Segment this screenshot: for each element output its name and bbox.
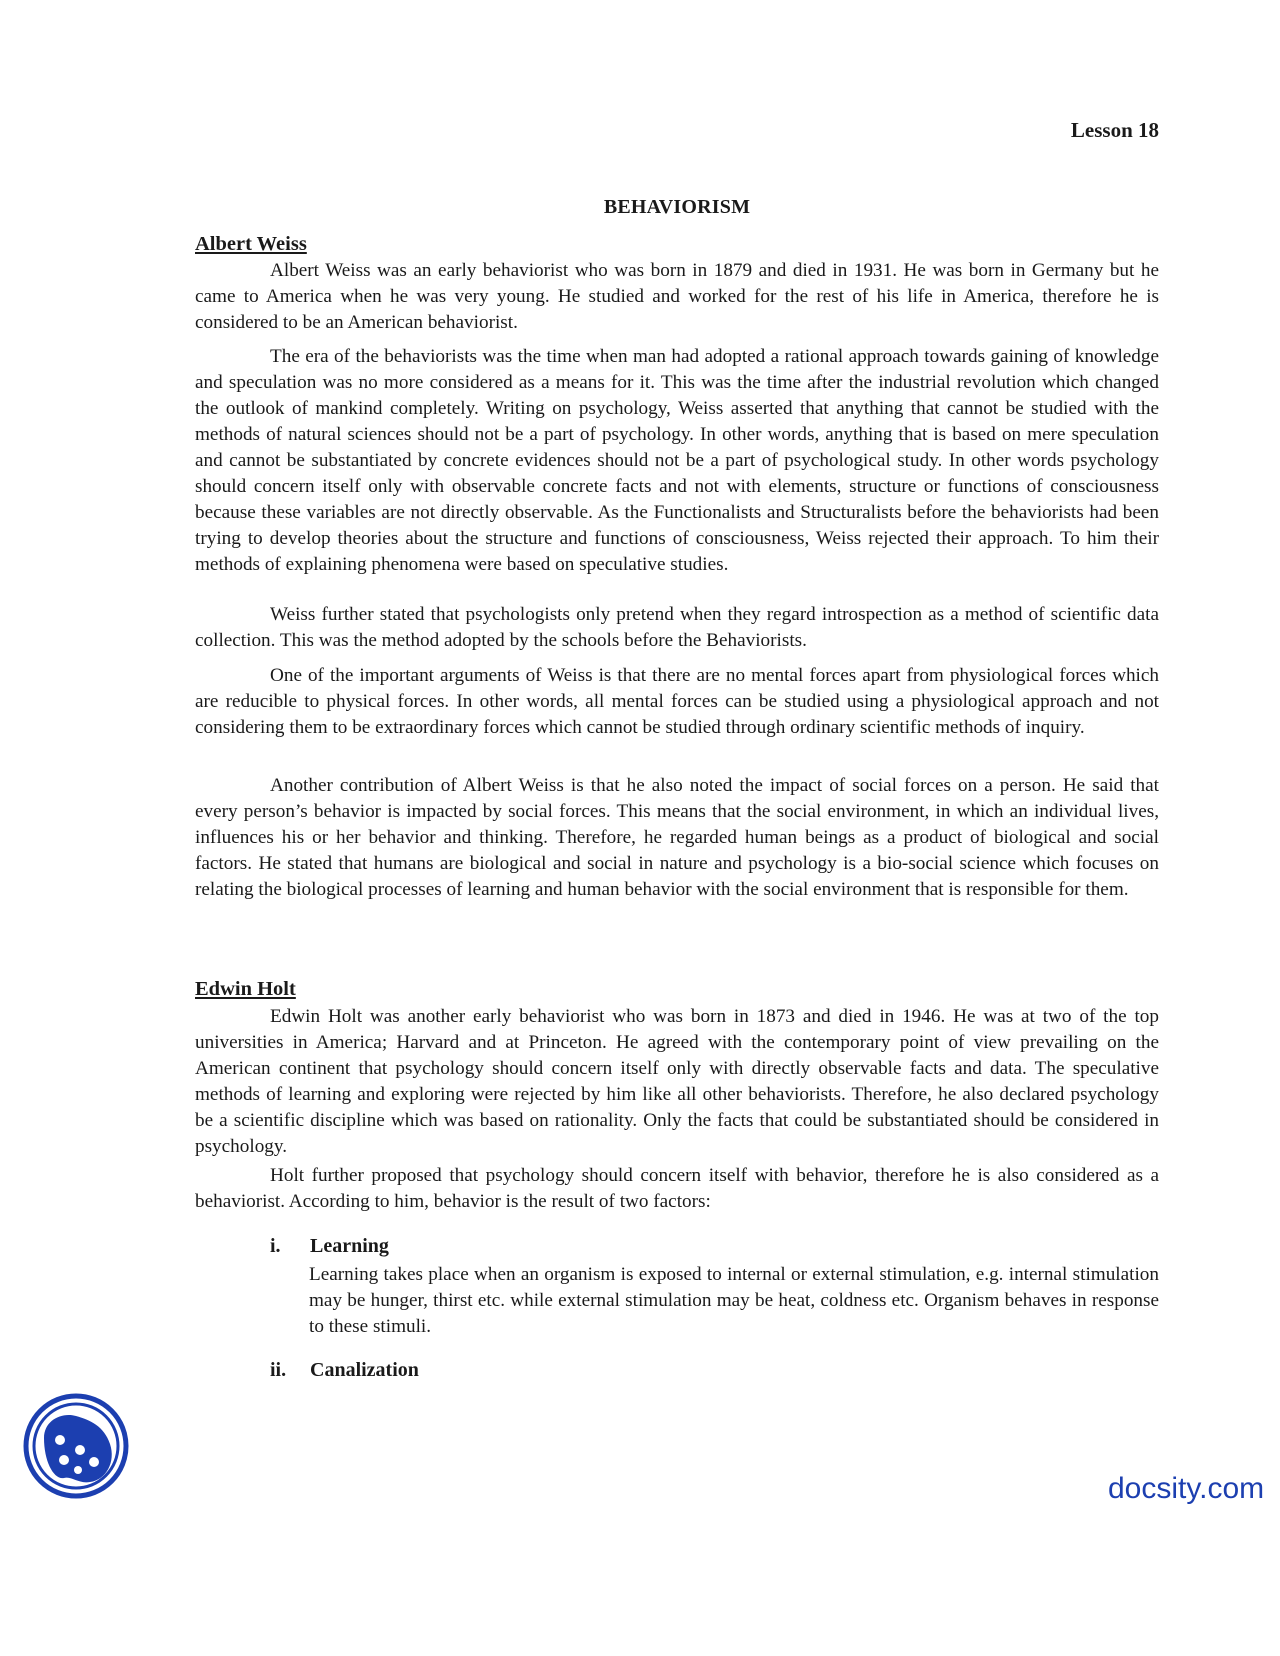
- lesson-number: Lesson 18: [1070, 118, 1159, 142]
- document-title: BEHAVIORISM: [603, 196, 751, 218]
- list-number: i.: [270, 1235, 281, 1257]
- list-label: Canalization: [310, 1359, 419, 1381]
- docsity-brand-text[interactable]: docsity.com: [1108, 1472, 1265, 1505]
- paragraph: Edwin Holt was another early behaviorist who was born in 1873 and died in 1946. He was at two of the top universities in America; Harvard and at Princeton. He agreed with the contemporary point of view prevailing on the American continent that psychology should concern itself only with directly observable facts and data. The speculative methods of learning and exploring were rejected by him like all other behaviorists. Therefore, he also declared psychology be a scientific discipline which was based on rationality. Only the facts that could be substantiated should be considered in psychology.: [195, 1006, 1159, 1157]
- list-item-canalization: [270, 1359, 419, 1382]
- list-label: Learning: [310, 1235, 389, 1257]
- paragraph: Another contribution of Albert Weiss is that he also noted the impact of social forces on a person. He said that every person’s behavior is impacted by social forces. This means that the social environment, in which an individual lives, influences his or her behavior and thinking. Therefore, he regarded human beings as a product of biological and social factors. He stated that humans are biological and social in nature and psychology is a bio-social science which focuses on relating the biological processes of learning and human behavior with the social environment that is responsible for them.: [195, 775, 1159, 900]
- paragraph: Albert Weiss was an early behaviorist who was born in 1879 and died in 1931. He was born in Germany but he came to America when he was very young. He studied and worked for the rest of his life in America, therefore he is considered to be an American behaviorist.: [195, 260, 1159, 333]
- docsity-logo-icon: [22, 1392, 130, 1500]
- paragraph: Holt further proposed that psychology should concern itself with behavior, therefore he is also considered as a behaviorist. According to him, behavior is the result of two factors:: [195, 1165, 1159, 1212]
- list-number: ii.: [270, 1359, 287, 1381]
- paragraph: The era of the behaviorists was the time when man had adopted a rational approach towards gaining of knowledge and speculation was no more considered as a means for it. This was the time after the industrial revolution which changed the outlook of mankind completely. Writing on psychology, Weiss asserted that anything that cannot be studied with the methods of natural sciences should not be a part of psychology. In other words, anything that is based on mere speculation and cannot be substantiated by concrete evidences should not be a part of psychological study. In other words psychology should concern itself only with observable concrete facts and not with elements, structure or functions of consciousness because these variables are not directly observable. As the Functionalists and Structuralists before the behaviorists had been trying to develop theories about the structure and functions of consciousness, Weiss rejected their approach. To him their methods of explaining phenomena were based on speculative studies.: [195, 346, 1159, 575]
- paragraph: Weiss further stated that psychologists only pretend when they regard introspection as a method of scientific data collection. This was the method adopted by the schools before the Behaviorists.: [195, 604, 1159, 651]
- list-item-text: Learning takes place when an organism is exposed to internal or external stimulation, e.g. internal stimulation may be hunger, thirst etc. while external stimulation may be heat, coldness etc. Organism behaves in response to these stimuli.: [309, 1264, 1159, 1337]
- paragraph: One of the important arguments of Weiss is that there are no mental forces apart from physiological forces which are reducible to physical forces. In other words, all mental forces can be studied using a physiological approach and not considering them to be extraordinary forces which cannot be studied through ordinary scientific methods of inquiry.: [195, 665, 1159, 738]
- section-heading-holt: Edwin Holt: [195, 978, 296, 1000]
- section-heading-weiss: Albert Weiss: [195, 233, 307, 255]
- list-item-learning: [270, 1235, 389, 1258]
